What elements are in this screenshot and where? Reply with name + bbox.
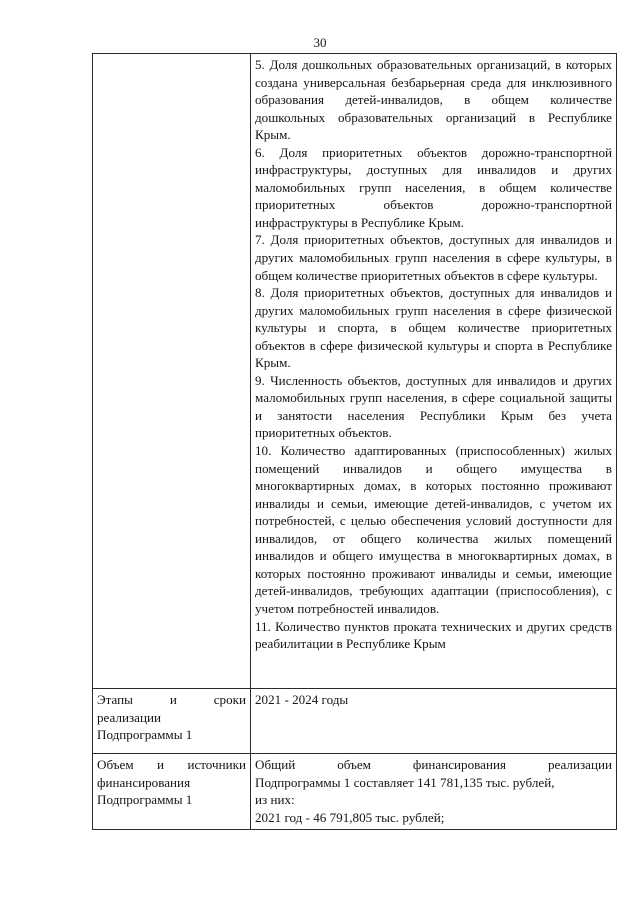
stages-label-word: сроки [213,692,246,707]
stages-value-cell [251,689,617,754]
indicator-item-10: 10. Количество адаптированных (приспособленных) жилых помещений инвалидов и общего имущества в многоквартирных домах, в которых постоянно проживают инвалиды и семьи, имеющие детей-инвалидов, с учетом их потребностей, с целью обеспечения условий доступности для инвалидов, от общего количества жилых помещений инвалидов и общего имущества в многоквартирных домах, в которых постоянно проживают инвалиды и семьи, имеющие детей-инвалидов, требующих адаптации (приспособления), с учетом потребностей инвалидов. [255,443,612,616]
indicator-item-7: 7. Доля приоритетных объектов, доступных для инвалидов и других маломобильных групп населения в сфере культуры, в общем количестве приоритетных объектов в сфере культуры. [255,232,612,283]
funding-label-word: Объем [97,757,134,772]
subprogram-passport-table [92,53,617,830]
stages-label-line1 [97,691,246,709]
funding-value-word: финансирования [412,757,507,772]
indicators-row [93,54,617,689]
funding-value-word: объем [337,757,371,772]
funding-row [93,754,617,830]
stages-label-cell [93,689,251,754]
funding-label-line3: Подпрограммы 1 [97,792,193,808]
indicator-item-6: 6. Доля приоритетных объектов дорожно-транспортной инфраструктуры, доступных для инвалидов и других маломобильных групп населения, в общем количестве приоритетных объектов дорожно-транспортной инфраструктуры в Республике Крым. [255,144,612,230]
indicators-value-cell [251,54,617,689]
stages-label-word: и [169,692,177,707]
stages-row [93,689,617,754]
stages-label-line2: реализации [97,709,161,725]
funding-value-line1 [255,756,612,774]
stages-value: 2021 - 2024 годы [255,692,349,707]
indicator-item-11: 11. Количество пунктов проката технических и других средств реабилитации в Республике Крым [255,618,612,652]
funding-value-line4: 2021 год - 46 791,805 тыс. рублей; [255,809,445,825]
indicator-item-5: 5. Доля дошкольных образовательных организаций, в которых создана универсальная безбарьерная среда для инклюзивного образования детей-инвалидов, в общем количестве дошкольных образовательных организаций в Республике Крым. [255,57,612,143]
funding-value-word: Общий [255,757,296,772]
stages-label-line3: Подпрограммы 1 [97,727,193,743]
funding-label-word: и [157,757,165,772]
funding-value-cell [251,754,617,830]
funding-label-line2: финансирования [97,774,191,790]
page-number: 30 [313,35,327,50]
indicator-item-8: 8. Доля приоритетных объектов, доступных для инвалидов и других маломобильных групп населения в сфере физической культуры и спорта, в общем количестве приоритетных объектов в сфере физической культуры и спорта в Республике Крым. [255,285,612,371]
stages-label-word: Этапы [97,692,133,707]
funding-label-word: источники [187,757,246,772]
funding-label-line1 [97,756,246,774]
funding-value-line2: Подпрограммы 1 составляет 141 781,135 тыс. рублей, [255,774,555,790]
funding-value-word: реализации [547,757,612,772]
indicator-item-9: 9. Численность объектов, доступных для инвалидов и других маломобильных групп населения, в сфере социальной защиты и занятости населения Республики Крым без учета приоритетных объектов. [255,372,612,441]
funding-label-cell [93,754,251,830]
indicators-label-cell [93,54,251,689]
funding-value-line3: из них: [255,792,295,808]
